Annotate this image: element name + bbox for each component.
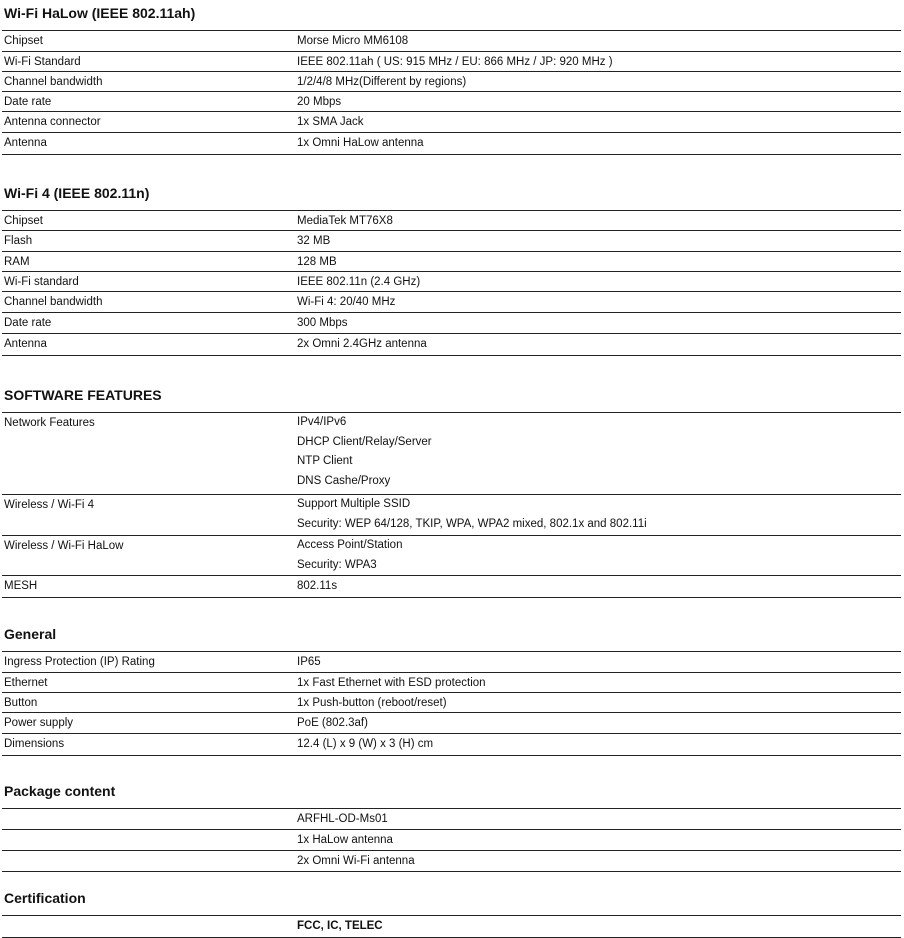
row-value: IEEE 802.11n (2.4 GHz): [297, 276, 421, 288]
row-values: [297, 292, 395, 312]
row-value: Morse Micro MM6108: [297, 35, 409, 47]
row-values: [297, 916, 383, 936]
row-values: [297, 851, 415, 871]
spec-table: [2, 808, 901, 872]
row-values: [297, 31, 408, 51]
row-values: [297, 693, 447, 713]
table-row: [2, 830, 901, 851]
row-label: Chipset: [4, 35, 43, 47]
row-value: FCC, IC, TELEC: [297, 920, 383, 932]
row-label: Channel bandwidth: [4, 296, 103, 308]
row-label: Dimensions: [4, 738, 65, 750]
table-row: [2, 252, 901, 272]
row-value: ARFHL-OD-Ms01: [297, 813, 388, 825]
row-values: [297, 272, 420, 292]
row-values: [297, 576, 337, 596]
table-row: [2, 536, 901, 576]
table-row: [2, 92, 901, 112]
table-row: [2, 413, 901, 495]
row-value: PoE (802.3af): [297, 717, 368, 729]
row-values: [297, 652, 321, 672]
row-values: [297, 495, 647, 534]
row-label: Channel bandwidth: [4, 76, 103, 88]
row-value: NTP Client: [297, 455, 353, 467]
row-value: 1/2/4/8 MHz(Different by regions): [297, 76, 467, 88]
table-row: [2, 292, 901, 313]
row-label: Power supply: [4, 717, 74, 729]
row-label: Wireless / Wi-Fi HaLow: [4, 540, 124, 552]
row-value: 802.11s: [297, 580, 338, 592]
row-value: IPv4/IPv6: [297, 416, 347, 428]
row-value: 12.4 (L) x 9 (W) x 3 (H) cm: [297, 738, 434, 750]
table-row: [2, 112, 901, 133]
row-value: 1x SMA Jack: [297, 116, 364, 128]
table-row: [2, 693, 901, 713]
row-label: Date rate: [4, 96, 52, 108]
row-label: Antenna: [4, 338, 47, 350]
table-row: [2, 272, 901, 292]
table-row: [2, 673, 901, 693]
table-row: [2, 652, 901, 673]
table-row: [2, 713, 901, 734]
row-value: MediaTek MT76X8: [297, 215, 393, 227]
row-values: [297, 252, 337, 272]
row-value: Wi-Fi 4: 20/40 MHz: [297, 296, 396, 308]
spec-table: [2, 210, 901, 356]
spec-table: [2, 915, 901, 938]
table-row: [2, 851, 901, 872]
section-title: SOFTWARE FEATURES: [4, 387, 162, 403]
row-value: Security: WEP 64/128, TKIP, WPA, WPA2 mixed, 802.1x and 802.11i: [297, 517, 647, 530]
table-row: [2, 495, 901, 536]
row-label: Chipset: [4, 215, 43, 227]
table-row: [2, 231, 901, 252]
table-row: [2, 576, 901, 598]
table-row: [2, 916, 901, 938]
row-value: 2x Omni 2.4GHz antenna: [297, 338, 427, 350]
row-values: [297, 734, 433, 754]
row-value: Support Multiple SSID: [297, 498, 411, 510]
spec-table: [2, 30, 901, 155]
row-value: Access Point/Station: [297, 539, 403, 551]
row-values: [297, 536, 402, 575]
table-row: [2, 334, 901, 356]
row-values: [297, 713, 368, 733]
row-values: [297, 809, 388, 829]
table-row: [2, 31, 901, 52]
table-row: [2, 313, 901, 334]
table-row: [2, 211, 901, 231]
section-title: Wi-Fi HaLow (IEEE 802.11ah): [4, 5, 196, 21]
row-value: IP65: [297, 656, 321, 668]
row-value: 1x Omni HaLow antenna: [297, 137, 424, 149]
row-label: Wi-Fi standard: [4, 276, 79, 288]
row-value: 1x HaLow antenna: [297, 834, 393, 846]
table-row: [2, 72, 901, 92]
row-value: 1x Push-button (reboot/reset): [297, 697, 447, 709]
row-value: 128 MB: [297, 256, 337, 268]
row-values: [297, 92, 341, 112]
row-label: MESH: [4, 580, 38, 592]
spec-table: [2, 651, 901, 756]
row-values: [297, 112, 363, 132]
row-values: [297, 231, 330, 251]
row-values: [297, 211, 393, 231]
row-value: 300 Mbps: [297, 317, 348, 329]
row-value: Security: WPA3: [297, 558, 377, 571]
row-values: [297, 673, 486, 693]
row-label: Button: [4, 697, 38, 709]
table-row: [2, 734, 901, 756]
section-title: Wi-Fi 4 (IEEE 802.11n): [4, 185, 150, 201]
section-title: Package content: [4, 783, 116, 799]
row-label: Antenna: [4, 137, 47, 149]
row-values: [297, 313, 348, 333]
row-values: [297, 52, 613, 72]
row-values: [297, 133, 424, 153]
row-value: 1x Fast Ethernet with ESD protection: [297, 677, 486, 689]
table-row: [2, 52, 901, 72]
row-value: 2x Omni Wi-Fi antenna: [297, 855, 415, 867]
section-title: Certification: [4, 890, 86, 906]
row-label: Wireless / Wi-Fi 4: [4, 499, 95, 511]
row-label: Ingress Protection (IP) Rating: [4, 656, 155, 668]
row-value: 20 Mbps: [297, 96, 342, 108]
row-values: [297, 830, 393, 850]
row-label: Antenna connector: [4, 116, 101, 128]
row-label: Network Features: [4, 417, 95, 429]
row-value: DNS Cashe/Proxy: [297, 474, 391, 487]
row-values: [297, 334, 427, 354]
table-row: [2, 133, 901, 155]
row-value: DHCP Client/Relay/Server: [297, 435, 432, 448]
table-row: [2, 809, 901, 830]
row-label: Date rate: [4, 317, 52, 329]
row-label: Ethernet: [4, 677, 48, 689]
row-label: Wi-Fi Standard: [4, 56, 81, 68]
row-value: IEEE 802.11ah ( US: 915 MHz / EU: 866 MHz / JP: 920 MHz ): [297, 56, 613, 68]
row-values: [297, 413, 432, 491]
row-label: Flash: [4, 235, 33, 247]
row-values: [297, 72, 466, 92]
row-value: 32 MB: [297, 235, 331, 247]
row-label: RAM: [4, 256, 30, 268]
spec-table: [2, 412, 901, 598]
section-title: General: [4, 626, 57, 642]
